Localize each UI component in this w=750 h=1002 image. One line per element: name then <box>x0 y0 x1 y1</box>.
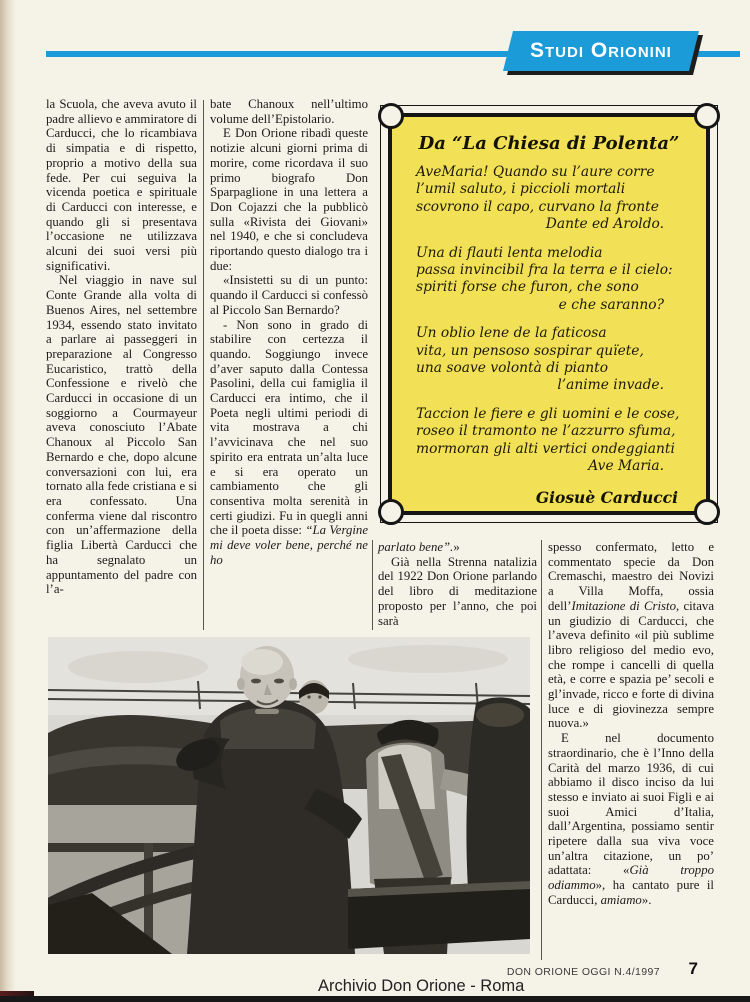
article-column-1 <box>46 97 197 597</box>
poem-box <box>388 113 710 515</box>
archive-watermark: Archivio Don Orione - Roma <box>318 977 525 995</box>
paragraph: spesso confermato, letto e commentato specie da Don Cremaschi, maestro dei Novizi a Villa Moffa, ossia dell’Imitazione di Cristo, citava un giudizio di Carducci, che l’aveva definito «il più sublime libro religioso del medio evo, che rompe i cancelli di quella età, e corre e spazia pe’ secoli e gl’invade, ricco e forte di divina luce e di giovinezza sempre nuova.» <box>548 540 714 731</box>
photo-don-orione-on-ship <box>48 637 530 954</box>
poem-line: l’anime invade. <box>557 377 664 394</box>
poem-line: una soave volontà di pianto <box>416 360 609 377</box>
poem-line: Un oblio lene de la faticosa <box>416 325 607 342</box>
column-divider <box>203 100 204 630</box>
poem-line: l’umil saluto, i piccioli mortali <box>416 181 626 198</box>
poem-line: roseo il tramonto ne l’azzurro sfuma, <box>416 423 676 440</box>
section-title: Studi Orionini <box>530 39 672 62</box>
poem-line <box>416 314 698 325</box>
corner-ornament <box>378 103 404 129</box>
bottom-scan-bar <box>0 996 750 1002</box>
paragraph: Nel viaggio in nave sul Conte Grande alla volta di Buenos Aires, nel settembre 1934, essendo stato invitato a parlare ai passeggeri in preparazione al Congresso Eucaristico, trattò della Confessione e rivelò che Carducci in occasione di un soggiorno a Courmayeur aveva conosciuto l’Abate Chanoux al Piccolo San Bernardo e che, dopo alcune conversazioni con lui, era tornato alla fede cristiana e si era confessato. Una conferma viene dal riscontro con un’affermazione della figlia Libertà Carducci che ha segnalato un appuntamento del padre con l’a- <box>46 273 197 597</box>
paragraph: - Non sono in grado di stabilire con certezza il quando. Soggiungo invece d’aver saputo dalla Contessa Pasolini, della cui famiglia il Carducci era intimo, che il Poeta negli ultimi periodi di vita mostrava a chi l’avvicinava che nel suo spirito era entrata un’alta luce e si era operato un cambiamento che gli consentiva molta serenità in certi giudizi. Fu in quegli anni che il poeta disse: “La Vergine mi deve voler bene, perché ne ho <box>210 317 368 567</box>
poem-line: vita, un pensoso sospirar quïete, <box>416 342 644 359</box>
column-divider <box>541 540 542 960</box>
poem-line: Ave Maria. <box>588 458 664 475</box>
paragraph: «Insistetti su di un punto: quando il Carducci si confessò al Piccolo San Bernardo? <box>210 273 368 317</box>
poem-author: Giosuè Carducci <box>535 487 678 507</box>
article-column-4 <box>548 540 714 908</box>
paragraph: Già nella Strenna natalizia del 1922 Don Orione parlando del libro di meditazione proposto per l’anno, che poi sarà <box>378 554 537 628</box>
article-column-3 <box>378 540 537 628</box>
poem-line: spiriti forse che furon, che sono <box>416 279 639 296</box>
page-number: 7 <box>688 959 698 978</box>
journal-issue-label: DON ORIONE OGGI N.4/1997 <box>506 966 660 978</box>
corner-ornament <box>378 499 404 525</box>
corner-ornament <box>694 499 720 525</box>
poem-line: scovrono il capo, curvano la fronte <box>416 198 659 215</box>
poem-line: AveMaria! Quando su l’aure corre <box>416 164 655 180</box>
paragraph: la Scuola, che aveva avuto il padre allievo e ammiratore di Carducci, che lo ricambiava di simpatia e di rispetto, proprio a motivo della sua fede. Per cui seguiva la vicenda poetica e spirituale di Carducci con interesse, e quando gli si presentava l’occasione ne utilizzava alcuni dei suoi versi più significativi. <box>46 97 197 273</box>
poem-line <box>416 395 698 406</box>
paragraph: parlato bene”.» <box>378 540 460 554</box>
corner-ornament <box>694 103 720 129</box>
poem-line: e che saranno? <box>558 296 664 313</box>
poem-line <box>416 234 698 245</box>
poem-line: Una di flauti lenta melodia <box>416 244 603 261</box>
poem-line: Taccion le fiere e gli uomini e le cose, <box>416 405 680 422</box>
paragraph: E Don Orione ribadì queste notizie alcuni giorni prima di morire, come ricordava il suo primo biografo Don Sparpaglione in una lettera a Don Cojazzi che la pubblicò sulla «Rivista dei Giovani» nel 1940, e che si concludeva riportando questo dialogo tra i due: <box>210 126 368 273</box>
poem-lines <box>392 164 706 476</box>
studi-orionini-banner <box>503 31 699 71</box>
paragraph: bate Chanoux nell’ultimo volume dell’Epistolario. <box>210 97 368 126</box>
article-column-2 <box>210 97 368 568</box>
column-divider <box>372 540 373 630</box>
poem-line: passa invincibil fra la terra e il cielo: <box>416 262 673 279</box>
poem-line: mormoran gli alti vertici ondeggianti <box>416 440 675 457</box>
poem-title: Da “La Chiesa di Polenta” <box>418 133 680 154</box>
paragraph: E nel documento straordinario, che è l’Inno della Carità del marzo 1936, di cui abbiamo il disco inciso da lui stesso e inviato ai suoi Figli e ai suoi Amici d’Italia, dall’Argentina, possiamo sentir ripetere dalla sua viva voce un’altra citazione, un po’ adattata: «Già troppo odiammo», ha cantato pure il Carducci, amiamo». <box>548 731 714 907</box>
scan-edge-shadow <box>0 0 16 1002</box>
poem-line: Dante ed Aroldo. <box>545 216 664 233</box>
